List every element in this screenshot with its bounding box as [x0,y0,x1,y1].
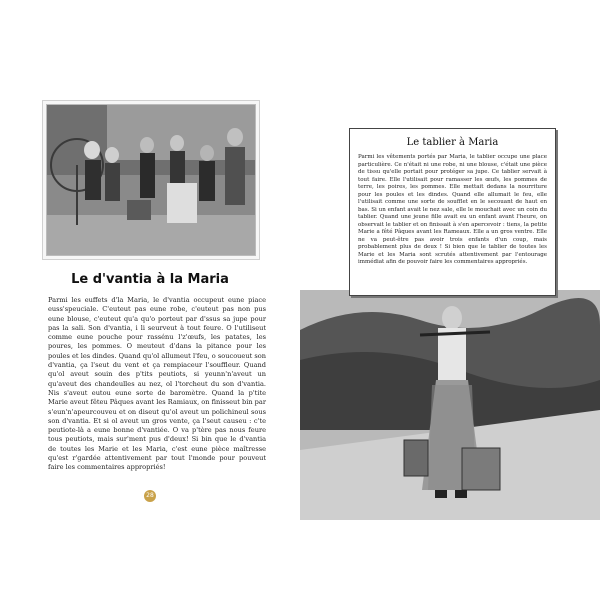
photo-image [47,105,255,255]
old-photo-women-spinning [46,104,256,256]
box-body-text: Parmi les vêtements portés par Maria, le tablier occupe une place particulière. Ce n'était ni une robe, ni une blouse, c'était une pièce de tissu qu'elle portait pour protéger sa jupe. Ce tablier servait à tout faire. Elle l'utilisait pour ramasser les œufs, les pommes de terre, les poires, les pommes. Elle mettait dedans la nourriture pour les poules et les dindes. Quand elle allumait le feu, elle l'utilisait comme une sorte de soufflet en le secouant de haut en bas. Si un enfant avait le nez sale, elle le mouchait avec un coin du tablier. Quand une jeune fille avait eu un enfant avant l'heure, on observait le tablier et on finissait à s'en apercevoir : tiens, la petite Marie a fêté Pâques avant les Rameaux. Elle a un gros ventre. Elle ne va peut-être pas avoir trois enfants d'un coup, mais probablement plus de deux ! Si bien que le tablier de toutes les Marie et les Maria sont scrutés attentivement par l'entourage immédiat afin de pouvoir faire les commentaires appropriés. [358,154,547,265]
right-page [300,100,600,520]
section-title: Le d'vantia à la Maria [71,272,229,287]
page-number: 28 [144,490,156,502]
body-text-patois: Parmi les euffets d'la Maria, le d'vantia occupeut eune piace euss'speuciale. C'euteut pas eune robe, c'euteut pas non pus eune blouse, c'euteut qu'a qu'o porteut par d'ssus sa jupe pour pas la sali. Son d'vantia, i li seurveut à tout feure. O l'utiliseut comme eune pouche pour rassénu l'z'œufs, les patates, les poures, les pommes. O meuteut d'dans la pitance pour les poules et les dindes. Quand qu'ol allumeut l'feu, o soucoueut son d'vantia, ça l'seut du vent et ça rempiaceur l'souffleur. Quand qu'ol aveut souin des p'tits peutiots, si yeunn'n'aveut un qu'aveut des chandeulles au nez, ol l'torcheut du son d'vantia. Nis s'aveut eutou eune sorte de baromètre. Quand la p'tite Marie aveut fêteu Pâques avant les Ramiaux, on finisseut bin par s'eun'n'apeurcouveu et on diseut qu'ol aveut un polichineul sous son d'vantia. Et si ol aveut un gros vente, ça l'seut causeu : c'te peutiote-là a eune bonne d'vantiée. O va p'tère pas nous feure tous peutiots, mais sur'ment pus d'deux! Si bin que le d'vantia de toutes les Marie et les Maria, c'est eune pièce maîtresse qu'est r'gardée attentivement par tout l'monde pour pouveut faire les commentaires appropriés! [48,296,266,472]
photo-woman-milk-cans [300,290,600,520]
translation-box [349,128,556,296]
photo-image [300,290,600,520]
box-title: Le tablier à Maria [406,137,499,148]
left-page [36,100,300,520]
